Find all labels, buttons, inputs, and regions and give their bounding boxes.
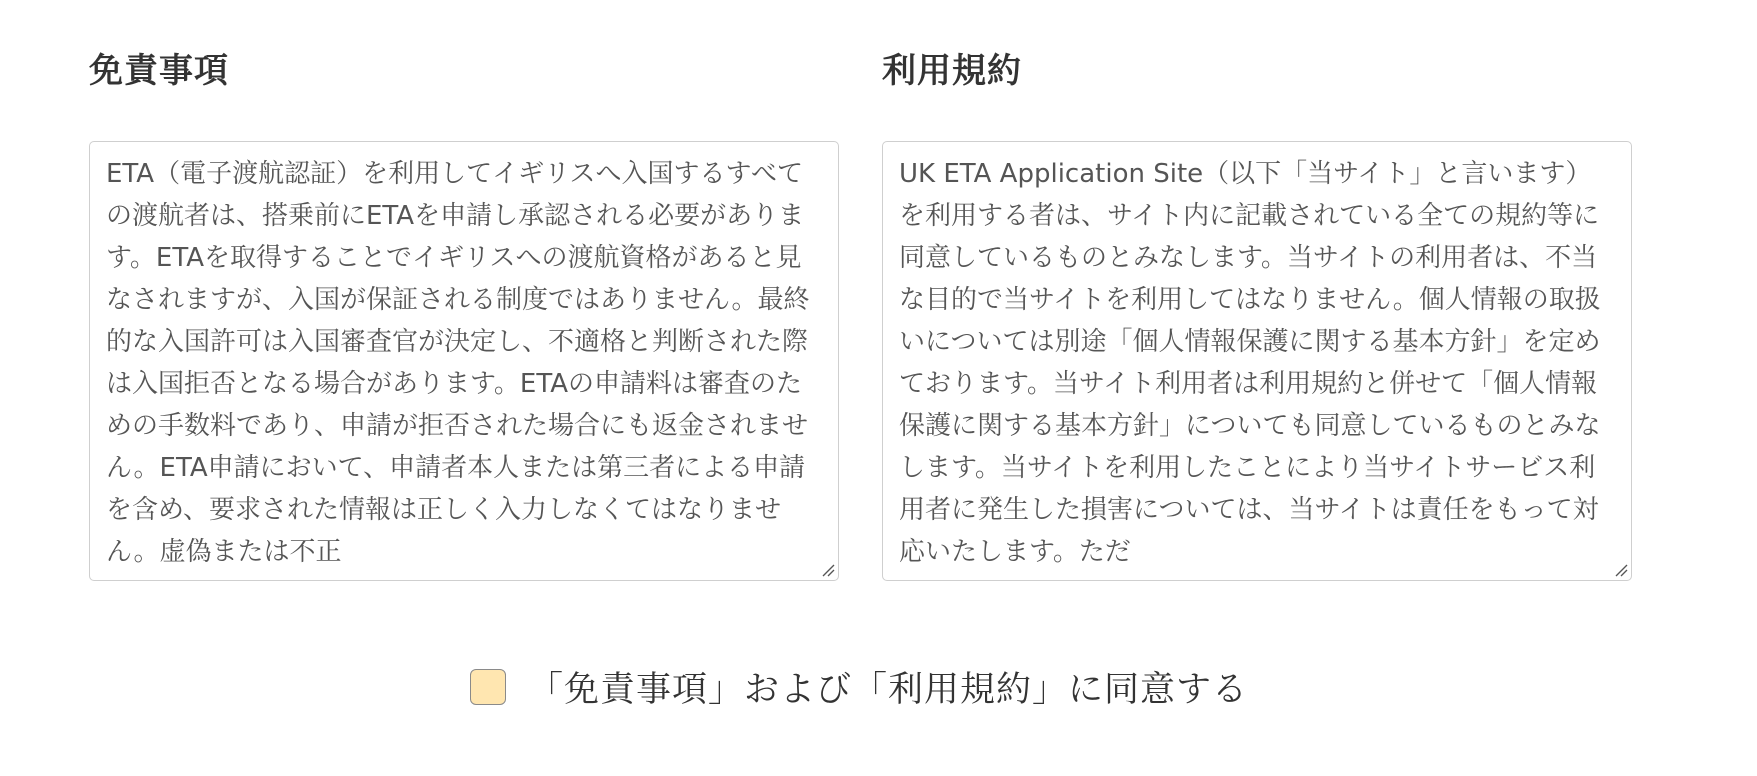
disclaimer-text: ETA（電子渡航認証）を利用してイギリスへ入国するすべての渡航者は、搭乗前にETAを申請し承認される必要があります。ETAを取得することでイギリスへの渡航資格があると見なされますが、入国が保証される制度ではありません。最終的な入国許可は入国審査官が決定し、不適格と判断された際は入国拒否となる場合があります。ETAの申請料は審査のための手数料であり、申請が拒否された場合にも返金されません。ETA申請において、申請者本人または第三者による申請を含め、要求された情報は正しく入力しなくてはなりません。虚偽または不正 bbox=[106, 159, 810, 567]
agreement-row bbox=[470, 664, 1248, 710]
resize-handle-icon[interactable] bbox=[1614, 563, 1628, 577]
terms-text: UK ETA Application Site（以下「当サイト」と言います）を利用する者は、サイト内に記載されている全ての規約等に同意しているものとみなします。当サイトの利用者は、不当な目的で当サイトを利用してはなりません。個人情報の取扱いについては別途「個人情報保護に関する基本方針」を定めております。当サイト利用者は利用規約と併せて「個人情報保護に関する基本方針」についても同意しているものとみなします。当サイトを利用したことにより当サイトサービス利用者に発生した損害については、当サイトは責任をもって対応いたします。ただ bbox=[899, 159, 1601, 567]
terms-section bbox=[882, 50, 1632, 567]
agree-checkbox[interactable] bbox=[470, 669, 506, 705]
resize-handle-icon[interactable] bbox=[821, 563, 835, 577]
agree-label[interactable]: 「免責事項」および「利用規約」に同意する bbox=[528, 670, 1249, 710]
terms-title: 利用規約 bbox=[882, 51, 1022, 91]
disclaimer-title: 免責事項 bbox=[89, 51, 229, 91]
disclaimer-section bbox=[89, 50, 839, 567]
disclaimer-textarea[interactable] bbox=[89, 141, 839, 581]
terms-textarea[interactable] bbox=[882, 141, 1632, 581]
